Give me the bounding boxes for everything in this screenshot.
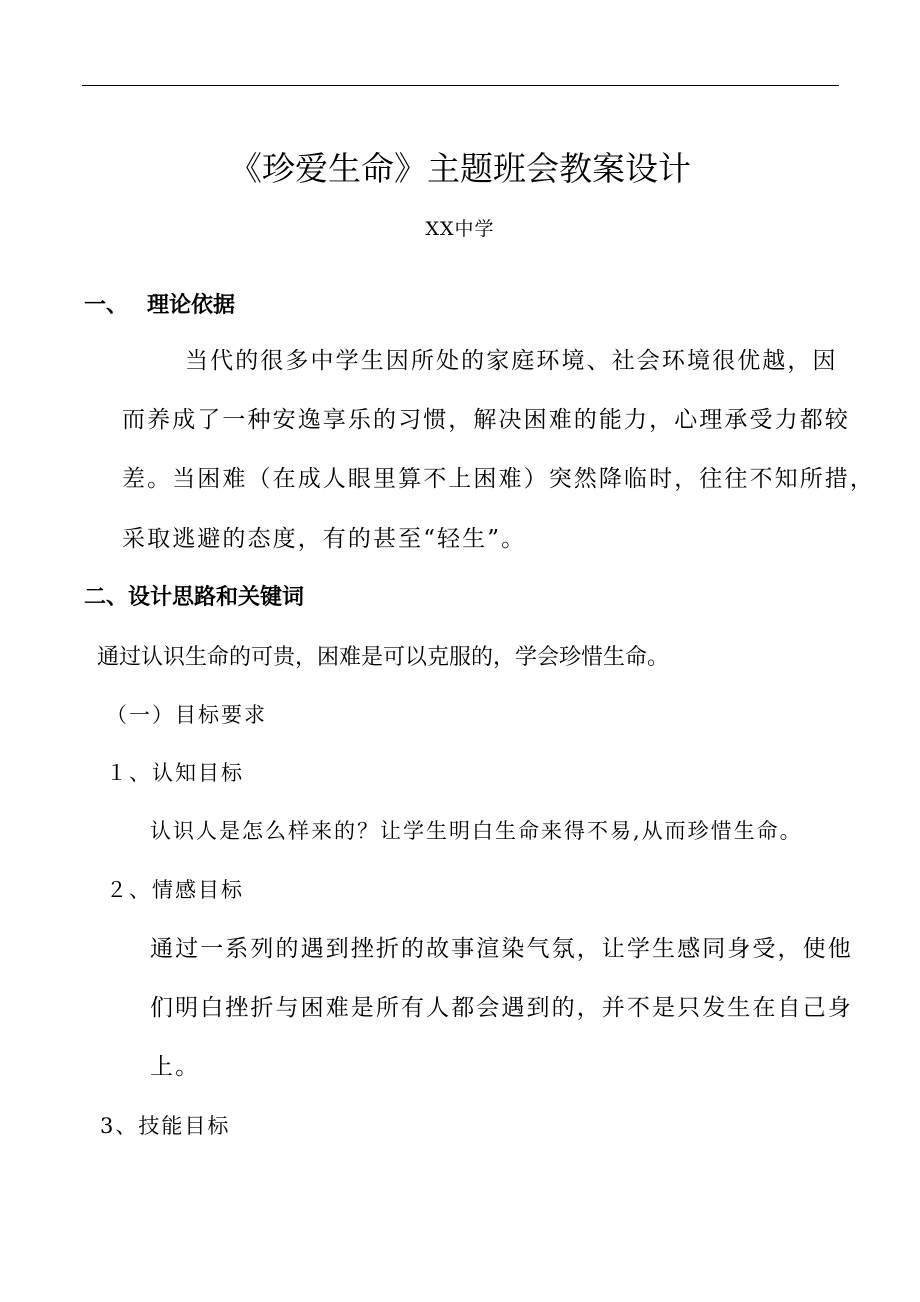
goal3-label: 3、技能目标 xyxy=(100,1114,231,1138)
goal2-label: ２、情感目标 xyxy=(106,878,244,902)
section1-heading: 理论依据 xyxy=(147,293,236,318)
section2-heading: 二、设计思路和关键词 xyxy=(84,585,305,610)
section1-line-2: 而养成了一种安逸享乐的习惯，解决困难的能力，心理承受力都较 xyxy=(122,407,850,433)
section2-summary: 通过认识生命的可贵，困难是可以克服的，学会珍惜生命。 xyxy=(97,645,670,670)
goal1-text: 认识人是怎么样来的？让学生明白生命来得不易,从而珍惜生命。 xyxy=(150,819,803,843)
section1-line-1: 当代的很多中学生因所处的家庭环境、社会环境很优越，因 xyxy=(185,348,838,374)
goal2-line-2: 们明白挫折与困难是所有人都会遇到的，并不是只发生在自己身 xyxy=(150,995,853,1021)
goal2-line-3: 上。 xyxy=(150,1054,201,1080)
school-name: XX中学 xyxy=(425,218,495,240)
goals-heading: （一）目标要求 xyxy=(106,703,267,727)
document-title: 《珍爱生命》主题班会教案设计 xyxy=(229,149,691,188)
section1-number: 一、 xyxy=(84,293,129,318)
goal2-line-1: 通过一系列的遇到挫折的故事渲染气氛，让学生感同身受，使他 xyxy=(150,936,853,962)
section1-line-4: 采取逃避的态度，有的甚至“轻生”。 xyxy=(122,526,527,552)
header-rule xyxy=(82,85,839,86)
section1-line-3: 差。当困难（在成人眼里算不上困难）突然降临时，往往不知所措， xyxy=(122,466,875,492)
goal1-label: １、认知目标 xyxy=(106,761,244,785)
